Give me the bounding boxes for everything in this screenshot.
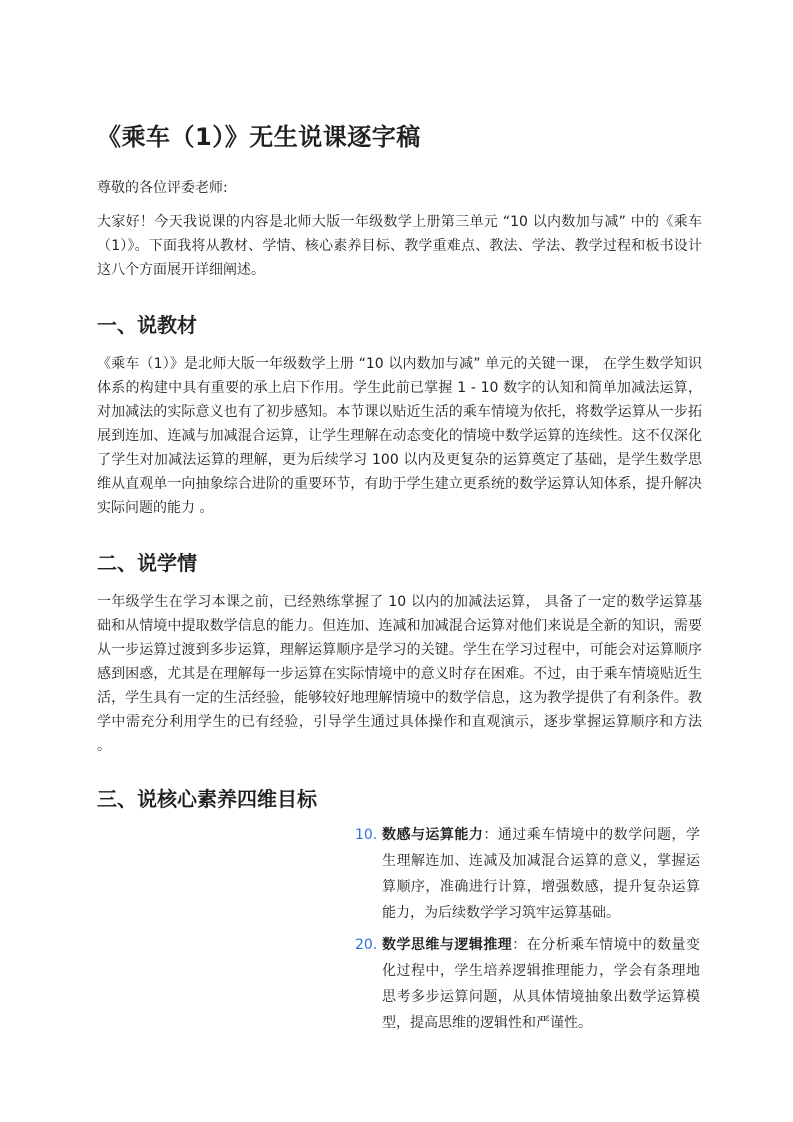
section-heading-students: 二、说学情 [97, 551, 197, 575]
list-number: 10. [355, 827, 378, 843]
goal-title: 数学思维与逻辑推理 [382, 937, 513, 953]
list-item [355, 932, 700, 1036]
section-heading-textbook: 一、说教材 [97, 313, 197, 337]
goal-list [355, 822, 700, 1042]
document-page [97, 118, 702, 1031]
document-title: 《乘车（1）》无生说课逐字稿 [97, 123, 421, 151]
goal-title: 数感与运算能力 [382, 827, 484, 843]
goal-text: ：通过乘车情境中的数学问题，学生理解连加、连减及加减混合运算的意义，掌握运算顺序，准确进行计算，增强数感，提升复杂运算能力，为后续数学学习筑牢运算基础。 [382, 827, 701, 921]
list-number: 20. [355, 937, 378, 953]
greeting: 尊敬的各位评委老师: [97, 180, 228, 196]
section-heading-goals: 三、说核心素养四维目标 [97, 787, 317, 811]
section-body-textbook: 《乘车（1）》是北师大版一年级数学上册 “10 以内数加与减” 单元的关键一课， 在学生数学知识体系的构建中具有重要的承上启下作用。学生此前已掌握 1 - 10 数字的认知和简单加减法运算，对加减法的实际意义也有了初步感知。本节课以贴近生活的乘车情境为依托，将数学运算从一步拓展到连加、连减与加减混合运算，让学生理解在动态变化的情境中数学运算的连续性。这不仅深化了学生对加减法运算的理解，更为后续学习 100 以内及更复杂的运算奠定了基础，是学生数学思维从直观单一向抽象综合进阶的重要环节，有助于学生建立更系统的数学运算认知体系，提升解决实际问题的能力 。 [97, 356, 702, 516]
section-body-students: 一年级学生在学习本课之前，已经熟练掌握了 10 以内的加减法运算， 具备了一定的数学运算基础和从情境中提取数学信息的能力。但连加、连减和加减混合运算对他们来说是全新的知识，需要从一步运算过渡到多步运算，理解运算顺序是学习的关键。学生在学习过程中，可能会对运算顺序感到困惑，尤其是在理解每一步运算在实际情境中的意义时存在困难。不过，由于乘车情境贴近生活，学生具有一定的生活经验，能够较好地理解情境中的数学信息，这为教学提供了有利条件。教学中需充分利用学生的已有经验，引导学生通过具体操作和直观演示，逐步掌握运算顺序和方法 。 [97, 594, 702, 754]
goal-text: ：在分析乘车情境中的数量变化过程中，学生培养逻辑推理能力，学会有条理地思考多步运算问题，从具体情境抽象出数学运算模型，提高思维的逻辑性和严谨性。 [382, 937, 701, 1031]
intro-paragraph: 大家好！今天我说课的内容是北师大版一年级数学上册第三单元 “10 以内数加与减” 中的《乘车（1）》。下面我将从教材、学情、核心素养目标、教学重难点、教法、学法、教学过程和板书设计这八个方面展开详细阐述。 [97, 214, 702, 278]
list-item [355, 822, 700, 926]
